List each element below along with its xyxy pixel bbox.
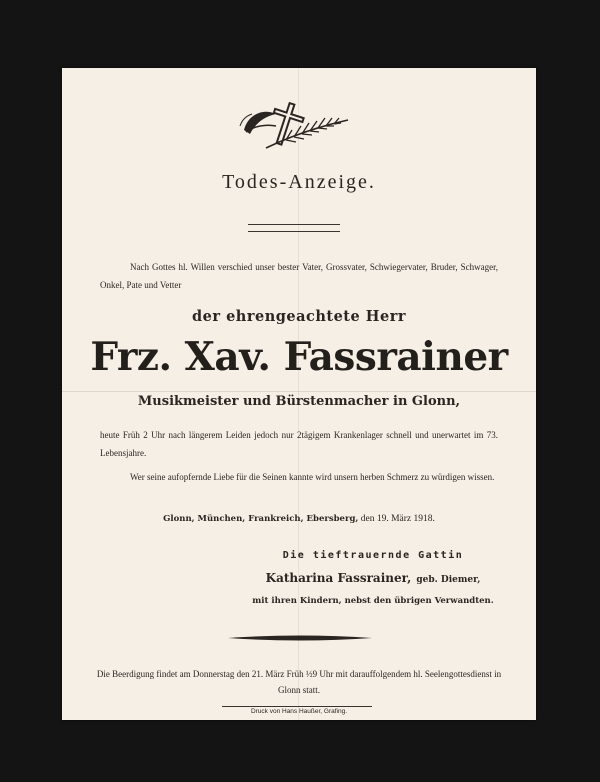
double-rule-divider bbox=[248, 224, 340, 232]
deceased-name: Frz. Xav. Fassrainer bbox=[90, 334, 508, 380]
notice-title: Todes-Anzeige. bbox=[222, 171, 376, 193]
death-details-paragraph: heute Früh 2 Uhr nach längerem Leiden jedoch nur 2tägigem Krankenlager schnell und unerwartet im 73. Lebensjahre. bbox=[100, 430, 498, 458]
widow-maiden-name: geb. Diemer, bbox=[416, 575, 481, 585]
intro-text: Nach Gottes hl. Willen verschied unser bester Vater, Grossvater, Schwiegervater, Bruder, Schwager, Onkel, Pate und Vetter bbox=[100, 262, 498, 290]
mourners-widow-line bbox=[248, 566, 498, 591]
mourners-block bbox=[248, 546, 498, 611]
profession-line: Musikmeister und Bürstenmacher in Glonn, bbox=[137, 394, 461, 409]
printer-credit: Druck von Hans Haußer, Grafing. bbox=[250, 708, 348, 715]
dateline-places: Glonn, München, Frankreich, Ebersberg, bbox=[163, 514, 359, 524]
widow-name: Katharina Fassrainer, bbox=[265, 571, 412, 585]
fold-line-horizontal bbox=[62, 391, 536, 392]
grief-paragraph: Wer seine aufopfernde Liebe für die Seinen kannte wird unsern herben Schmerz zu würdigen wissen. bbox=[130, 472, 495, 482]
mourners-family-line: mit ihren Kindern, nebst den übrigen Verwandten. bbox=[252, 596, 494, 606]
dateline-date: den 19. März 1918. bbox=[360, 514, 435, 524]
printer-rule bbox=[222, 706, 372, 707]
tapered-rule-divider bbox=[228, 634, 372, 642]
funeral-announcement: Die Beerdigung findet am Donnerstag den 21. März Früh ½9 Uhr mit darauffolgendem hl. Seelengottesdienst in Glonn statt. bbox=[96, 669, 502, 695]
place-and-date-line bbox=[62, 514, 536, 524]
cross-and-palm-icon bbox=[236, 96, 352, 154]
mourners-heading: Die tieftrauernde Gattin bbox=[282, 550, 464, 561]
obituary-sheet bbox=[62, 68, 536, 720]
honorific-line: der ehrengeachtete Herr bbox=[192, 308, 406, 325]
